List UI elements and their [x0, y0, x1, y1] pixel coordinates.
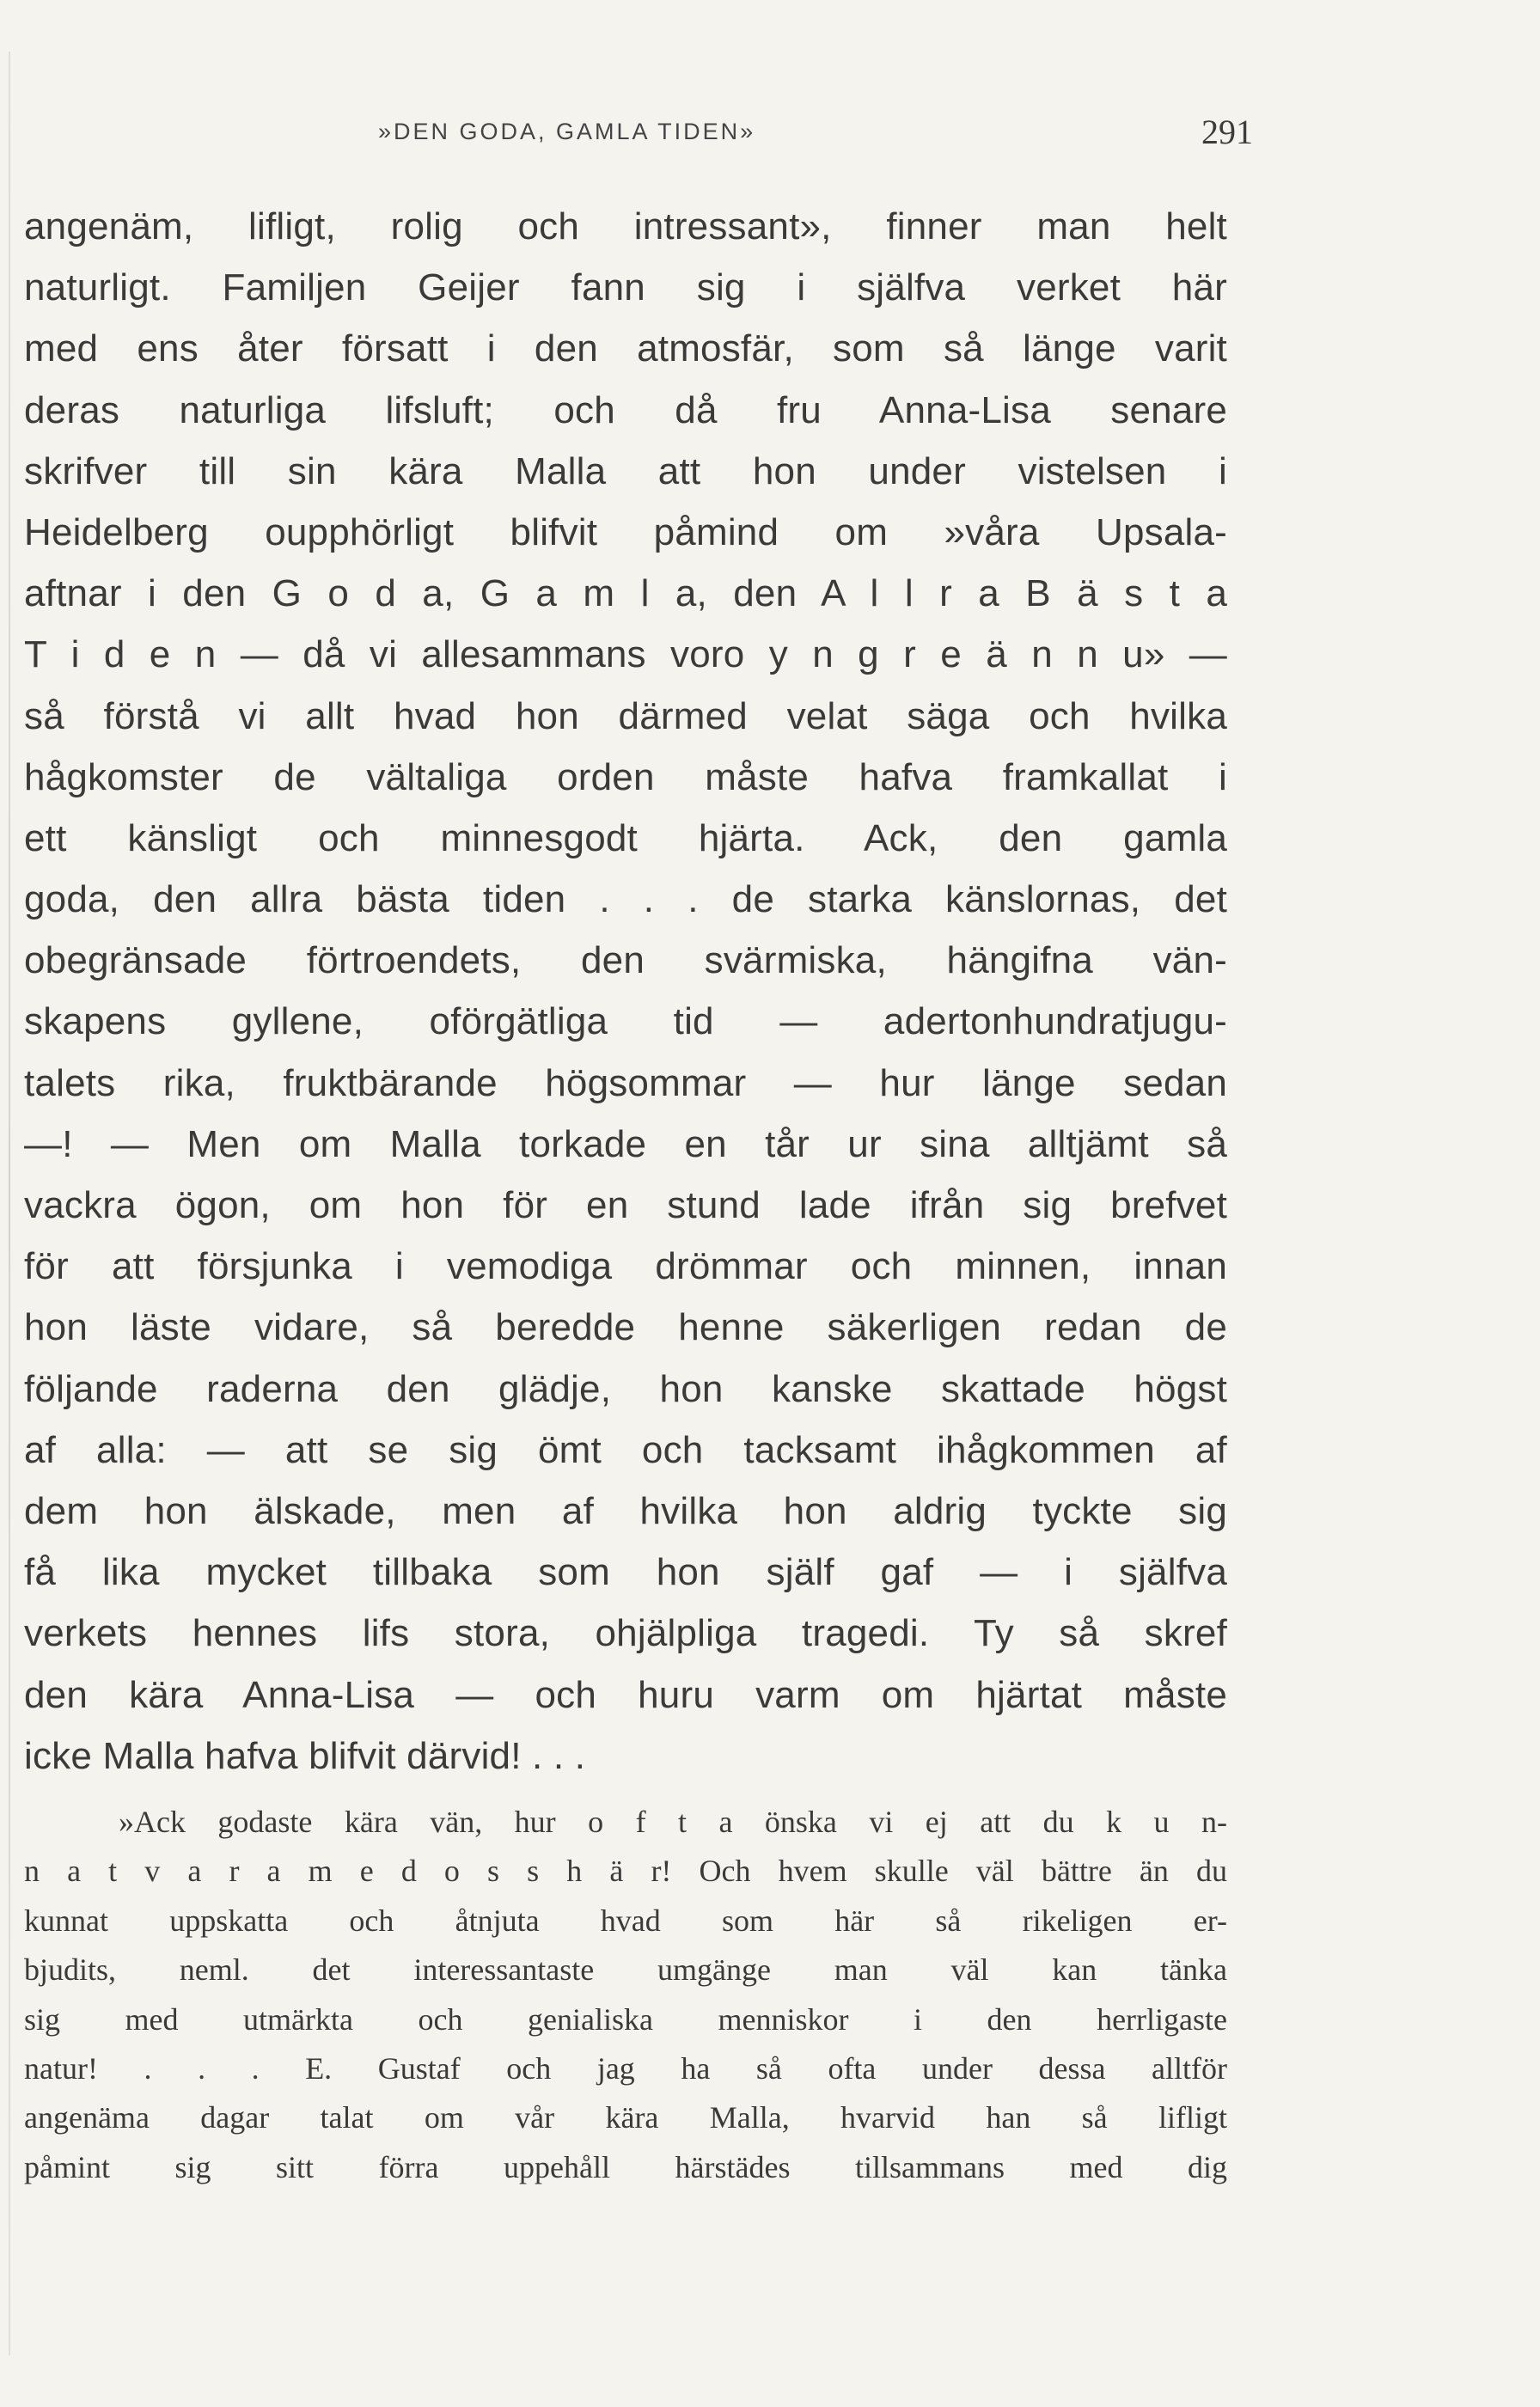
text-line: med ens åter försatt i den atmosfär, som så länge varit [24, 327, 1227, 370]
text-line: följande raderna den glädje, hon kanske skattade högst [24, 1367, 1227, 1410]
quote-line: »Ack godaste kära vän, hur o f t a önska vi ej att du k u n- [119, 1805, 1227, 1839]
text-line: hågkomster de vältaliga orden måste hafva framkallat i [24, 755, 1227, 798]
text-line: goda, den allra bästa tiden . . . de starka känslornas, det [24, 878, 1227, 921]
text-line: Heidelberg oupphörligt blifvit påmind om »våra Upsala- [24, 510, 1227, 553]
text-line: naturligt. Familjen Geijer fann sig i själfva verket här [24, 266, 1227, 309]
quote-line: kunnat uppskatta och åtnjuta hvad som här så rikeligen er- [24, 1903, 1227, 1938]
text-line: för att försjunka i vemodiga drömmar och minnen, innan [24, 1245, 1227, 1288]
text-line: skapens gyllene, oförgätliga tid — adertonhundratjugu- [24, 1000, 1227, 1043]
page-number: 291 [1201, 113, 1253, 151]
quote-line: påmint sig sitt förra uppehåll härstädes tillsammans med dig [24, 2149, 1227, 2184]
text-line: obegränsade förtroendets, den svärmiska, hängifna vän- [24, 939, 1227, 982]
letter-quote [24, 1798, 1227, 2192]
text-line: få lika mycket tillbaka som hon själf gaf — i själfva [24, 1551, 1227, 1594]
text-line: talets rika, fruktbärande högsommar — hur länge sedan [24, 1061, 1227, 1104]
text-line: af alla: — att se sig ömt och tacksamt ihågkommen af [24, 1428, 1227, 1471]
page-edge [9, 52, 10, 2355]
quote-line: natur! . . . E. Gustaf och jag ha så ofta under dessa alltför [24, 2050, 1227, 2086]
text-line: så förstå vi allt hvad hon därmed velat säga och hvilka [24, 694, 1227, 737]
text-line: hon läste vidare, så beredde henne säkerligen redan de [24, 1306, 1227, 1349]
running-head [0, 112, 1540, 155]
text-line: angenäm, lifligt, rolig och intressant», finner man helt [24, 205, 1227, 247]
quote-line: n a t v a r a m e d o s s h ä r! Och hvem skulle väl bättre än du [24, 1854, 1227, 1889]
quote-line: sig med utmärkta och genialiska menniskor i den herrligaste [24, 2001, 1227, 2037]
text-line: icke Malla hafva blifvit därvid! . . . [24, 1734, 586, 1777]
text-line: —! — Men om Malla torkade en tår ur sina alltjämt så [24, 1122, 1227, 1165]
text-line: den kära Anna-Lisa — och huru varm om hjärtat måste [24, 1673, 1227, 1716]
text-line: vackra ögon, om hon för en stund lade ifrån sig brefvet [24, 1184, 1227, 1226]
text-line: deras naturliga lifsluft; och då fru Anna-Lisa senare [24, 388, 1227, 431]
body-text [24, 196, 1227, 1787]
quote-line: angenäma dagar talat om vår kära Malla, hvarvid han så lifligt [24, 2100, 1227, 2135]
text-line: ett känsligt och minnesgodt hjärta. Ack, den gamla [24, 816, 1227, 859]
text-line: skrifver till sin kära Malla att hon under vistelsen i [24, 449, 1227, 492]
text-line: dem hon älskade, men af hvilka hon aldrig tyckte sig [24, 1489, 1227, 1532]
text-line: verkets hennes lifs stora, ohjälpliga tragedi. Ty så skref [24, 1612, 1227, 1655]
running-title: »DEN GODA, GAMLA TIDEN» [378, 119, 756, 144]
quote-line: bjudits, neml. det interessantaste umgänge man väl kan tänka [24, 1952, 1227, 1988]
text-line: T i d e n — då vi allesammans voro y n g r e ä n n u» — [24, 633, 1227, 676]
text-line: aftnar i den G o d a, G a m l a, den A l l r a B ä s t a [24, 572, 1227, 615]
